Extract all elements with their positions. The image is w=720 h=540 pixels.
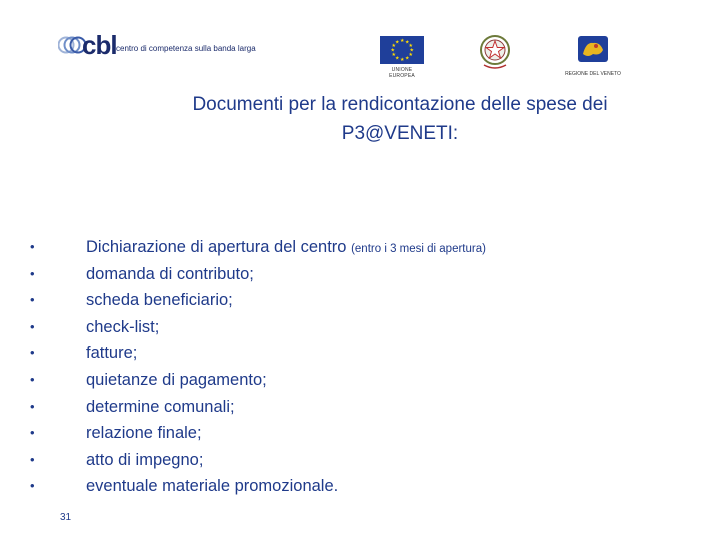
document-list: [30, 234, 690, 500]
title-line-2: P3@VENETI:: [341, 123, 459, 144]
list-item-text: fatture;: [86, 344, 138, 363]
svg-text:★: ★: [400, 57, 405, 63]
svg-text:★: ★: [409, 47, 414, 54]
svg-text:★: ★: [395, 55, 400, 62]
list-item-text: scheda beneficiario;: [86, 291, 233, 310]
list-item: [30, 367, 690, 394]
list-item-text: atto di impegno;: [86, 450, 204, 469]
list-item: [30, 261, 690, 288]
italian-emblem: [478, 32, 512, 74]
svg-text:★: ★: [395, 39, 400, 46]
list-item-text: domanda di contributo;: [86, 264, 254, 283]
list-item: [30, 420, 690, 447]
list-item: [30, 340, 690, 367]
list-item-text: eventuale materiale promozionale.: [86, 477, 339, 496]
bullet-icon: •: [30, 345, 35, 361]
bullet-icon: •: [30, 265, 35, 281]
svg-text:★: ★: [391, 52, 396, 58]
list-item: [30, 234, 690, 261]
slide-title: [120, 90, 680, 148]
bullet-icon: •: [30, 425, 35, 441]
svg-text:★: ★: [408, 52, 413, 58]
bullet-icon: •: [30, 371, 35, 387]
cbl-logo-text: cbl: [82, 30, 117, 60]
bullet-icon: •: [30, 478, 35, 494]
svg-text:★: ★: [405, 55, 410, 62]
list-item: [30, 473, 690, 500]
list-item-note: (entro i 3 mesi di apertura): [351, 243, 486, 255]
bullet-icon: •: [30, 239, 35, 254]
bullet-icon: •: [30, 451, 35, 467]
title-line-1: Documenti per la rendicontazione delle spese dei: [192, 94, 608, 115]
svg-text:★: ★: [405, 39, 410, 46]
cbl-tagline: centro di competenza sulla banda larga: [116, 44, 256, 53]
list-item-text: Dichiarazione di apertura del centro: [86, 238, 347, 256]
svg-text:★: ★: [400, 38, 405, 44]
bullet-icon: •: [30, 318, 35, 334]
list-item-text: determine comunali;: [86, 397, 235, 416]
eu-caption: UNIONE EUROPEA: [389, 67, 415, 79]
cbl-logo: [58, 30, 288, 64]
list-item: [30, 394, 690, 421]
eu-logo: [380, 36, 424, 79]
list-item-text: check-list;: [86, 317, 160, 336]
svg-text:★: ★: [408, 43, 413, 49]
veneto-caption: REGIONE DEL VENETO: [565, 71, 621, 77]
bullet-icon: •: [30, 292, 35, 308]
italian-emblem-icon: [478, 32, 512, 74]
list-item: [30, 447, 690, 474]
veneto-lion-icon: [576, 34, 610, 64]
svg-text:★: ★: [391, 43, 396, 49]
list-item-text: quietanze di pagamento;: [86, 370, 267, 389]
eu-flag-icon: [380, 36, 424, 64]
bullet-icon: •: [30, 398, 35, 414]
page-number: 31: [60, 512, 72, 523]
list-item: [30, 287, 690, 314]
veneto-logo: [564, 34, 622, 76]
list-item-text: relazione finale;: [86, 424, 202, 443]
svg-text:★: ★: [390, 47, 395, 54]
list-item: [30, 314, 690, 341]
